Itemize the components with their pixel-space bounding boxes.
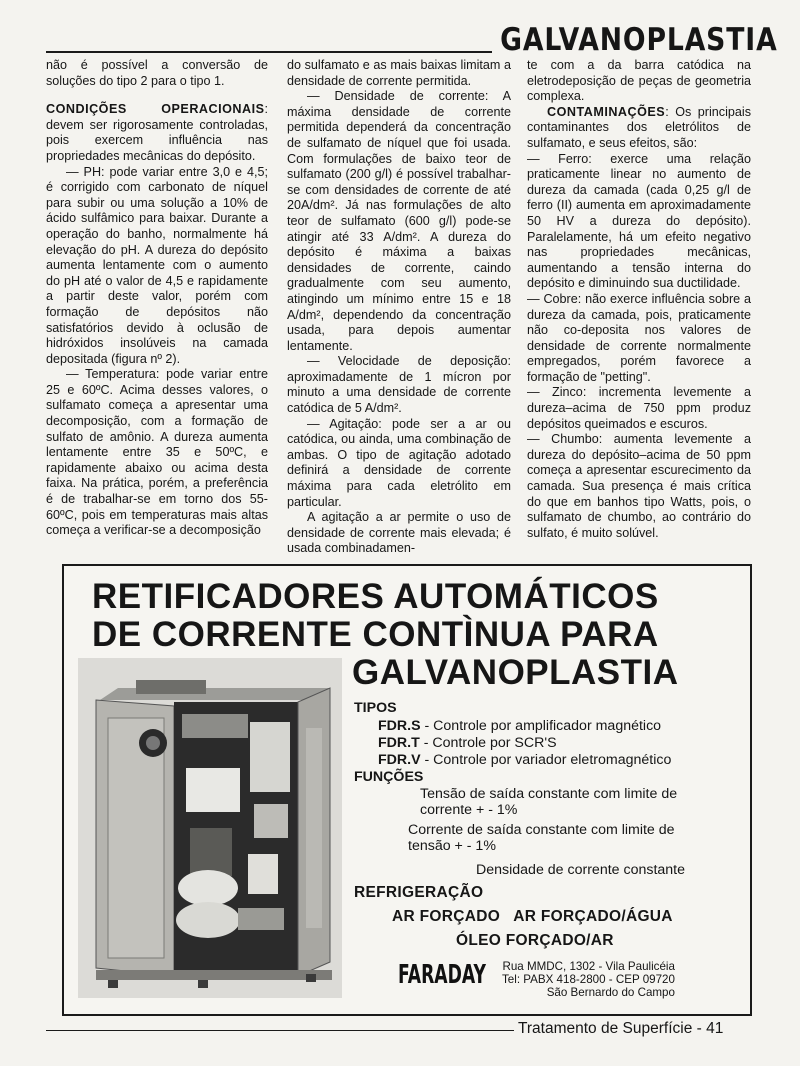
tipo-code: FDR.S [378, 718, 421, 734]
tipo-desc: - Controle por SCR'S [419, 735, 557, 751]
advertisement-box [62, 564, 752, 1016]
paragraph: te com a da barra catódica na eletrodeposição de peças de geometria complexa. [527, 58, 751, 104]
paragraph-contaminacoes [527, 105, 751, 152]
subheading-condicoes: CONDIÇÕES OPERACIONAIS [46, 102, 265, 117]
funcao-2-line-2: tensão + - 1% [408, 838, 496, 854]
tipo-code: FDR.V [378, 752, 421, 768]
paragraph-densidade: — Densidade de corrente: A máxima densidade de corrente permitida dependerá da concentração de sulfamato de níquel que foi usada. Com formulações de baixo teor de sulfamato (200 g/l) é possível trabalhar-se com densidades de corrente de até 20A/dm². Já nas formulações de alto teor de sulfamato (600 g/l) pode-se atingir até 33 A/dm². A dureza do depósito é máxima a baixas densidades de corrente, caindo gradualmente com seu aumento, atingindo um mínimo entre 15 e 18 A/dm², dependendo da concentração usada, para depois aumentar lentamente. [287, 89, 511, 353]
refrigeracao-options-line-2: ÓLEO FORÇADO/AR [456, 932, 614, 949]
paragraph-chumbo: — Chumbo: aumenta levemente a dureza do depósito–acima de 50 ppm começa a apresentar escurecimento da camada. Sua presença é mais crítica do que em banhos tipo Watts, pois, o sulfamato de chumbo, ao contrário do sulfato, é muito solúvel. [527, 432, 751, 540]
faraday-logo-mark [398, 958, 488, 988]
funcao-3: Densidade de corrente constante [476, 862, 686, 878]
funcao-1-line-1: Tensão de saída constante com limite de [420, 786, 678, 802]
paragraph-zinco: — Zinco: incrementa levemente a dureza–acima de 750 ppm produz depósitos queimados e escuros. [527, 385, 751, 431]
paragraph-agitacao: — Agitação: pode ser a ar ou catódica, ou ainda, uma combinação de ambas. O tipo de agitação adotado definirá a densidade de corrente máxima para cada eletrólito em particular. [287, 416, 511, 509]
company-address [502, 960, 675, 999]
section-title: GALVANOPLASTIA [500, 22, 778, 58]
refrigeracao-label: REFRIGERAÇÃO [354, 884, 484, 901]
paragraph-ph: — PH: pode variar entre 3,0 e 4,5; é corrigido com carbonato de níquel para subir ou uma solução a 10% de ácido sulfâmico para baixar. Durante a operação do banho, normalmente há elevação do pH. A dureza do depósito aumenta lentamente com o aumento do pH até o valor de 4,5 e rapidamente a partir deste valor, porém com formação de depósitos não satisfatórios devido à oclusão de hidróxidos insolúveis na camada depositada (figura nº 2). [46, 164, 268, 366]
faraday-logo [398, 958, 488, 988]
paragraph-condicoes [46, 102, 268, 164]
article-column-1 [46, 58, 268, 539]
funcao-2-line-1: Corrente de saída constante com limite de [408, 822, 675, 838]
tipo-item [378, 752, 671, 769]
article-column-3 [527, 58, 751, 541]
footer-page-label: Tratamento de Superfície - 41 [518, 1020, 724, 1037]
rectifier-cabinet-illustration [78, 658, 342, 998]
tipo-code: FDR.T [378, 735, 420, 751]
funcoes-label: FUNÇÕES [354, 769, 424, 785]
paragraph-ferro: — Ferro: exerce uma relação praticamente linear no aumento de dureza da camada (cada 0,25 g/l de ferro (II) aumenta em aproximadamente 50 HV a dureza do depósito). Paralelamente, há um efeito negativo nas propriedades mecânicas, aumentando a tensão interna do depósito e diminuindo sua ductilidade. [527, 151, 751, 291]
paragraph: do sulfamato e as mais baixas limitam a densidade de corrente permitida. [287, 58, 511, 88]
tipo-item [378, 718, 661, 735]
paragraph-temperatura: — Temperatura: pode variar entre 25 e 60ºC. Acima desses valores, o sulfamato começa a apresentar uma decomposição, com a formação de sulfato de amônio. A dureza aumenta lentamente entre 35 e 50ºC, e rapidamente abaixo ou acima desta faixa. Na prática, porém, a preferência é de trabalhar-se em torno dos 55-60ºC, pois em temperaturas mais altas começa a verificar-se a decomposição [46, 367, 268, 538]
tipos-label: TIPOS [354, 700, 397, 716]
subheading-contaminacoes: CONTAMINAÇÕES [547, 104, 666, 119]
address-line: Rua MMDC, 1302 - Vila Paulicéia [502, 960, 675, 973]
paragraph: não é possível a conversão de soluções do tipo 2 para o tipo 1. [46, 58, 268, 88]
header-rule [46, 51, 492, 53]
tipo-item [378, 735, 557, 752]
ad-title-line-3: GALVANOPLASTIA [352, 653, 679, 692]
tipo-desc: - Controle por variador eletromagnético [420, 752, 672, 768]
brand-name: FARADAY [398, 960, 487, 990]
paragraph-text: : devem ser rigorosamente controladas, pois exercem influência nas propriedades mecânicas do depósito. [46, 102, 268, 163]
address-line: São Bernardo do Campo [546, 986, 675, 999]
ad-title-line-1: RETIFICADORES AUTOMÁTICOS [92, 577, 659, 616]
ad-title-line-2: DE CORRENTE CONTÌNUA PARA [92, 615, 659, 654]
paragraph-cobre: — Cobre: não exerce influência sobre a dureza da camada, pois, praticamente não co-deposita nos valores de densidade de corrente normalmente empregados, porém favorece a formação de "petting". [527, 291, 751, 384]
paragraph-agitacao-ar: A agitação a ar permite o uso de densidade de corrente mais elevada; é usada combinadamen- [287, 510, 511, 556]
paragraph-text: : Os principais contaminantes dos eletrólitos de sulfamato, e seus efeitos, são: [527, 104, 751, 150]
refrigeracao-options-line-1: AR FORÇADO AR FORÇADO/ÁGUA [392, 908, 673, 925]
tipo-desc: - Controle por amplificador magnético [420, 718, 662, 734]
footer-rule [46, 1030, 514, 1031]
funcao-1-line-2: corrente + - 1% [420, 802, 518, 818]
address-line: Tel: PABX 418-2800 - CEP 09720 [502, 973, 675, 986]
paragraph-velocidade: — Velocidade de deposição: aproximadamente de 1 mícron por minuto a uma densidade de corrente catódica de 5 A/dm². [287, 354, 511, 416]
article-column-2 [287, 58, 511, 557]
rectifier-cabinet-photo [78, 658, 342, 998]
